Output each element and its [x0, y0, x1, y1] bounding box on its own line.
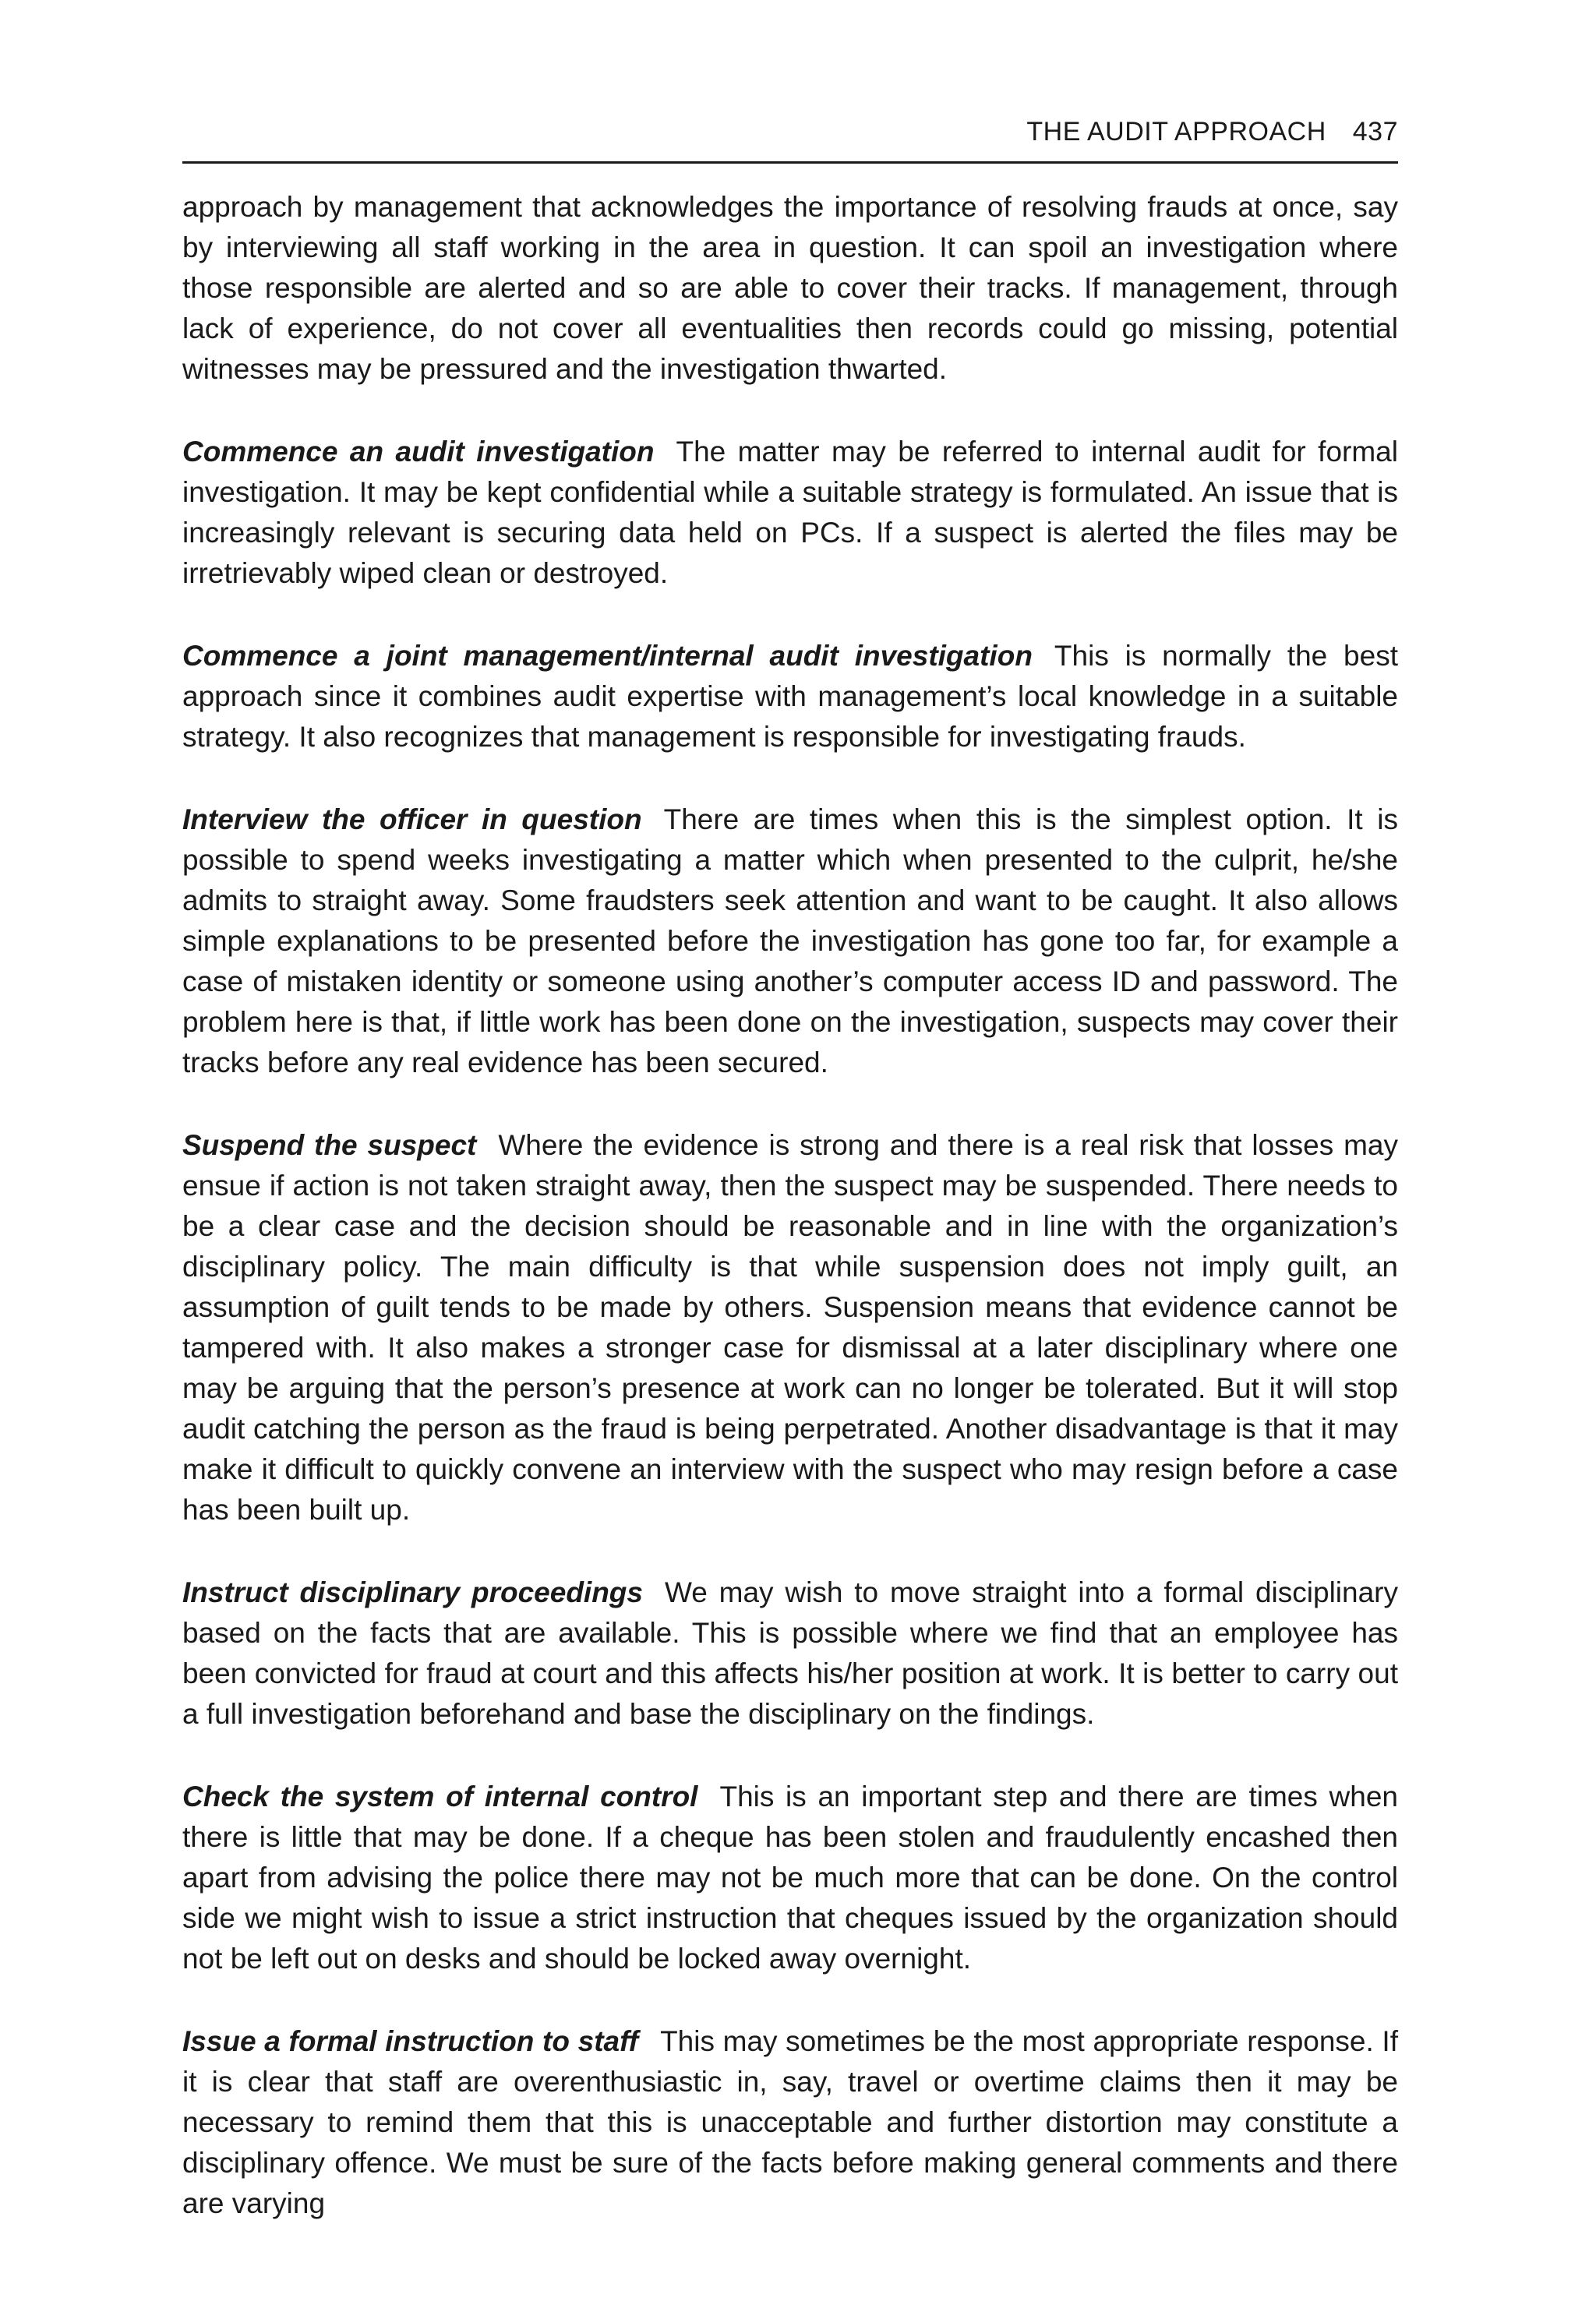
running-header — [182, 117, 1398, 164]
paragraph-text: We may wish to move straight into a formal disciplinary based on the facts that are available. This is possible where we find that an employee has been convicted for fraud at court and this affects his/her position at work. It is better to carry out a full investigation beforehand and base the disciplinary on the findings. — [182, 1576, 1398, 1730]
paragraph-text: approach by management that acknowledges the importance of resolving frauds at once, say by interviewing all staff working in the area in question. It can spoil an investigation where those responsible are alerted and so are able to cover their tracks. If management, through lack of experience, do not cover all eventualities then records could go missing, potential witnesses may be pressured and the investigation thwarted. — [182, 191, 1398, 385]
paragraph-joint-investigation — [182, 636, 1398, 757]
page-number: 437 — [1352, 117, 1398, 146]
paragraph-internal-control — [182, 1777, 1398, 1979]
paragraph-heading: Suspend the suspect — [182, 1129, 477, 1161]
paragraph-text: There are times when this is the simplest option. It is possible to spend weeks investigating a matter which when presented to the culprit, he/she admits to straight away. Some fraudsters seek attention and want to be caught. It also allows simple explanations to be presented before the investigation has gone too far, for example a case of mistaken identity or someone using another’s computer access ID and password. The problem here is that, if little work has been done on the investigation, suspects may cover their tracks before any real evidence has been secured. — [182, 803, 1398, 1078]
paragraph-heading: Instruct disciplinary proceedings — [182, 1576, 643, 1608]
document-page — [182, 117, 1398, 2266]
paragraph-commence-audit-investigation — [182, 432, 1398, 594]
paragraph-continuation — [182, 187, 1398, 390]
paragraph-heading: Check the system of internal control — [182, 1781, 698, 1812]
paragraph-heading: Issue a formal instruction to staff — [182, 2025, 639, 2057]
paragraph-heading: Commence a joint management/internal audit investigation — [182, 640, 1033, 672]
paragraph-text: Where the evidence is strong and there is a real risk that losses may ensue if action is not taken straight away, then the suspect may be suspended. There needs to be a clear case and the decision should be reasonable and in line with the organization’s disciplinary policy. The main difficulty is that while suspension does not imply guilt, an assumption of guilt tends to be made by others. Suspension means that evidence cannot be tampered with. It also makes a stronger case for dismissal at a later disciplinary where one may be arguing that the person’s presence at work can no longer be tolerated. But it will stop audit catching the person as the fraud is being perpetrated. Another disadvantage is that it may make it difficult to quickly convene an interview with the suspect who may resign before a case has been built up. — [182, 1129, 1398, 1526]
paragraph-disciplinary-proceedings — [182, 1572, 1398, 1735]
paragraph-interview-officer — [182, 799, 1398, 1083]
paragraph-text: This is an important step and there are times when there is little that may be done. If a cheque has been stolen and fraudulently encashed then apart from advising the police there may not be much more that can be done. On the control side we might wish to issue a strict instruction that cheques issued by the organization should not be left out on desks and should be locked away overnight. — [182, 1781, 1398, 1975]
paragraph-text: The matter may be referred to internal audit for formal investigation. It may be kept confidential while a suitable strategy is formulated. An issue that is increasingly relevant is securing data held on PCs. If a suspect is alerted the files may be irretrievably wiped clean or destroyed. — [182, 436, 1398, 589]
paragraph-heading: Interview the officer in question — [182, 803, 642, 835]
paragraph-text: This may sometimes be the most appropriate response. If it is clear that staff are overenthusiastic in, say, travel or overtime claims then it may be necessary to remind them that this is unacceptable and further distortion may constitute a disciplinary offence. We must be sure of the facts before making general comments and there are varying — [182, 2025, 1398, 2219]
paragraph-text: This is normally the best approach since it combines audit expertise with management’s local knowledge in a suitable strategy. It also recognizes that management is responsible for investigating frauds. — [182, 640, 1398, 753]
running-header-title: THE AUDIT APPROACH — [1026, 117, 1326, 146]
paragraph-formal-instruction — [182, 2021, 1398, 2224]
paragraph-heading: Commence an audit investigation — [182, 436, 655, 468]
paragraph-suspend-suspect — [182, 1125, 1398, 1530]
